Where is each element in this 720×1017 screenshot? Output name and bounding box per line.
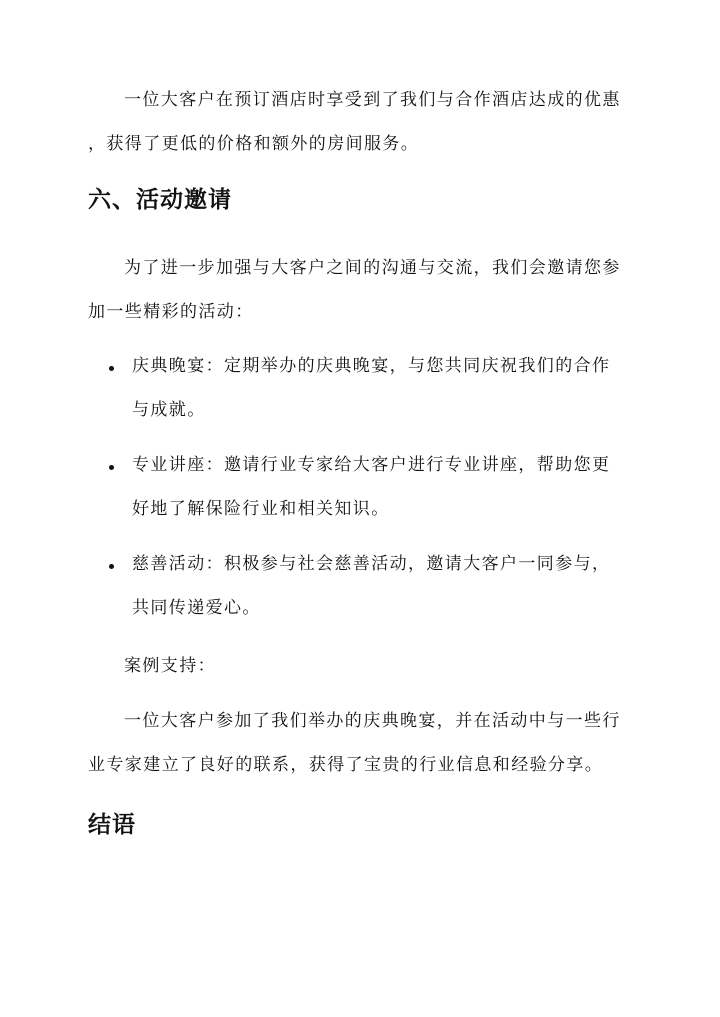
bullet-icon	[109, 564, 114, 569]
list-item-line: 与成就。	[132, 400, 206, 420]
paragraph-line: 为了进一步加强与大客户之间的沟通与交流，我们会邀请您参	[124, 258, 621, 278]
list-item-line: 庆典晚宴：定期举办的庆典晚宴，与您共同庆祝我们的合作	[132, 356, 611, 376]
list-item-line: 好地了解保险行业和相关知识。	[132, 499, 390, 519]
paragraph-line: 一位大客户参加了我们举办的庆典晚宴，并在活动中与一些行	[124, 711, 621, 731]
list-item-line: 慈善活动：积极参与社会慈善活动，邀请大客户一同参与，	[132, 554, 611, 574]
list-item-line: 共同传递爱心。	[132, 598, 261, 618]
case-label: 案例支持：	[124, 656, 216, 676]
bullet-icon	[109, 465, 114, 470]
list-item-line: 专业讲座：邀请行业专家给大客户进行专业讲座，帮助您更	[132, 455, 611, 475]
paragraph-line: 加一些精彩的活动：	[88, 302, 254, 322]
paragraph-line: 一位大客户在预订酒店时享受到了我们与合作酒店达成的优惠	[124, 90, 621, 110]
conclusion-heading: 结语	[88, 812, 136, 838]
bullet-icon	[109, 366, 114, 371]
section-heading: 六、活动邀请	[88, 187, 232, 213]
paragraph-line: ，获得了更低的价格和额外的房间服务。	[88, 134, 420, 154]
paragraph-line: 业专家建立了良好的联系，获得了宝贵的行业信息和经验分享。	[88, 755, 604, 775]
